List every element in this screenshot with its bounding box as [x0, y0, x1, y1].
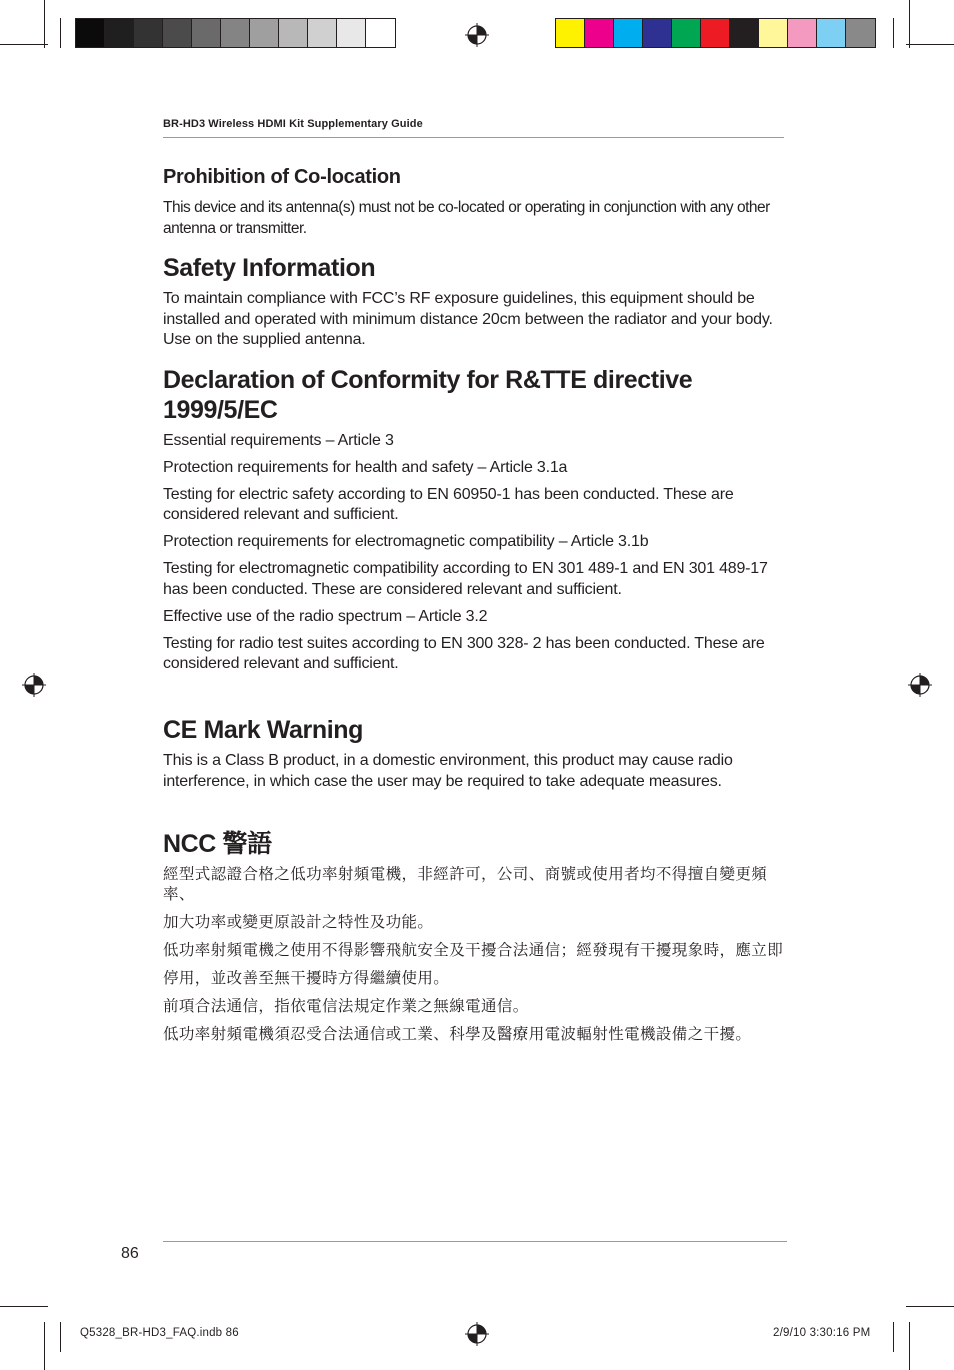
page-number: 86 — [121, 1245, 139, 1262]
crop-mark — [893, 1322, 894, 1352]
section-heading: CE Mark Warning — [163, 716, 364, 744]
color-swatch — [759, 19, 788, 47]
crop-mark — [60, 18, 61, 48]
crop-mark — [44, 1322, 45, 1370]
header-divider — [163, 137, 784, 138]
registration-target-icon — [465, 23, 489, 47]
color-swatch — [192, 19, 221, 47]
section-ce-mark-warning — [163, 715, 787, 792]
color-swatch — [846, 19, 875, 47]
section-colocation — [163, 166, 787, 239]
color-swatch — [105, 19, 134, 47]
registration-target-icon — [908, 673, 932, 697]
running-header: BR-HD3 Wireless HDMI Kit Supplementary Guide — [163, 118, 423, 130]
color-swatch — [250, 19, 279, 47]
paragraph: This device and its antenna(s) must not be co-located or operating in conjunction with any other antenna or transmitter. — [163, 199, 770, 237]
color-swatch — [279, 19, 308, 47]
paragraph: Protection requirements for electromagnetic compatibility – Article 3.1b — [163, 533, 649, 550]
print-slug-datetime: 2/9/10 3:30:16 PM — [773, 1327, 871, 1339]
color-swatch — [730, 19, 759, 47]
color-swatch — [614, 19, 643, 47]
section-heading: Safety Information — [163, 254, 376, 282]
color-swatch — [134, 19, 163, 47]
spacer — [163, 799, 787, 829]
heading-line: Declaration of Conformity for R&TTE directive — [163, 365, 693, 394]
footer-divider — [163, 1241, 787, 1242]
paragraph: This is a Class B product, in a domestic environment, this product may cause radio interference, in which case the user may be required to take adequate measures. — [163, 752, 733, 790]
paragraph: Testing for radio test suites according to EN 300 328- 2 has been conducted. These are considered relevant and sufficient. — [163, 634, 765, 672]
process-color-bar — [555, 18, 876, 48]
color-swatch — [788, 19, 817, 47]
section-ncc-warning — [163, 829, 787, 1046]
color-swatch — [672, 19, 701, 47]
crop-mark — [44, 0, 45, 48]
crop-mark — [893, 18, 894, 48]
crop-mark — [906, 1306, 954, 1307]
spacer — [163, 681, 787, 715]
paragraph: To maintain compliance with FCC’s RF exposure guidelines, this equipment should be installed and operated with minimum distance 20cm between the radiator and your body. Use on the supplied antenna. — [163, 290, 773, 348]
crop-mark — [60, 1322, 61, 1352]
crop-mark — [909, 0, 910, 48]
paragraph: 加大功率或變更原設計之特性及功能。 — [163, 914, 434, 931]
color-swatch — [366, 19, 395, 47]
page-content — [163, 166, 787, 1053]
color-swatch — [308, 19, 337, 47]
paragraph: 前項合法通信，指依電信法規定作業之無線電通信。 — [163, 998, 529, 1015]
color-swatch — [643, 19, 672, 47]
section-heading: Prohibition of Co-location — [163, 166, 401, 188]
color-swatch — [337, 19, 366, 47]
grayscale-color-bar — [75, 18, 396, 48]
section-heading — [163, 365, 787, 425]
crop-mark — [906, 44, 954, 45]
print-slug-filename: Q5328_BR-HD3_FAQ.indb 86 — [80, 1327, 239, 1339]
color-swatch — [556, 19, 585, 47]
section-heading: NCC 警語 — [163, 829, 272, 858]
paragraph: Testing for electromagnetic compatibility according to EN 301 489-1 and EN 301 489-17 has been conducted. These are considered relevant and sufficient. — [163, 560, 768, 598]
paragraph: 低功率射頻電機須忍受合法通信或工業、科學及醫療用電波輻射性電機設備之干擾。 — [163, 1026, 752, 1043]
section-declaration-of-conformity — [163, 365, 787, 675]
registration-target-icon — [465, 1322, 489, 1346]
paragraph: Protection requirements for health and safety – Article 3.1a — [163, 458, 568, 476]
color-swatch — [163, 19, 192, 47]
paragraph: Essential requirements – Article 3 — [163, 431, 394, 449]
paragraph: Effective use of the radio spectrum – Article 3.2 — [163, 607, 488, 625]
paragraph: Testing for electric safety according to EN 60950-1 has been conducted. These are considered relevant and sufficient. — [163, 485, 734, 523]
paragraph: 經型式認證合格之低功率射頻電機，非經許可，公司、商號或使用者均不得擅自變更頻率、 — [163, 865, 768, 903]
crop-mark — [0, 1306, 48, 1307]
color-swatch — [701, 19, 730, 47]
color-swatch — [76, 19, 105, 47]
section-safety — [163, 253, 787, 351]
crop-mark — [909, 1322, 910, 1370]
paragraph: 低功率射頻電機之使用不得影響飛航安全及干擾合法通信；經發現有干擾現象時，應立即 — [163, 942, 784, 959]
registration-target-icon — [22, 673, 46, 697]
crop-mark — [0, 44, 48, 45]
color-swatch — [221, 19, 250, 47]
paragraph: 停用，並改善至無干擾時方得繼續使用。 — [163, 970, 450, 987]
color-swatch — [585, 19, 614, 47]
heading-line: 1999/5/EC — [163, 395, 278, 424]
color-swatch — [817, 19, 846, 47]
